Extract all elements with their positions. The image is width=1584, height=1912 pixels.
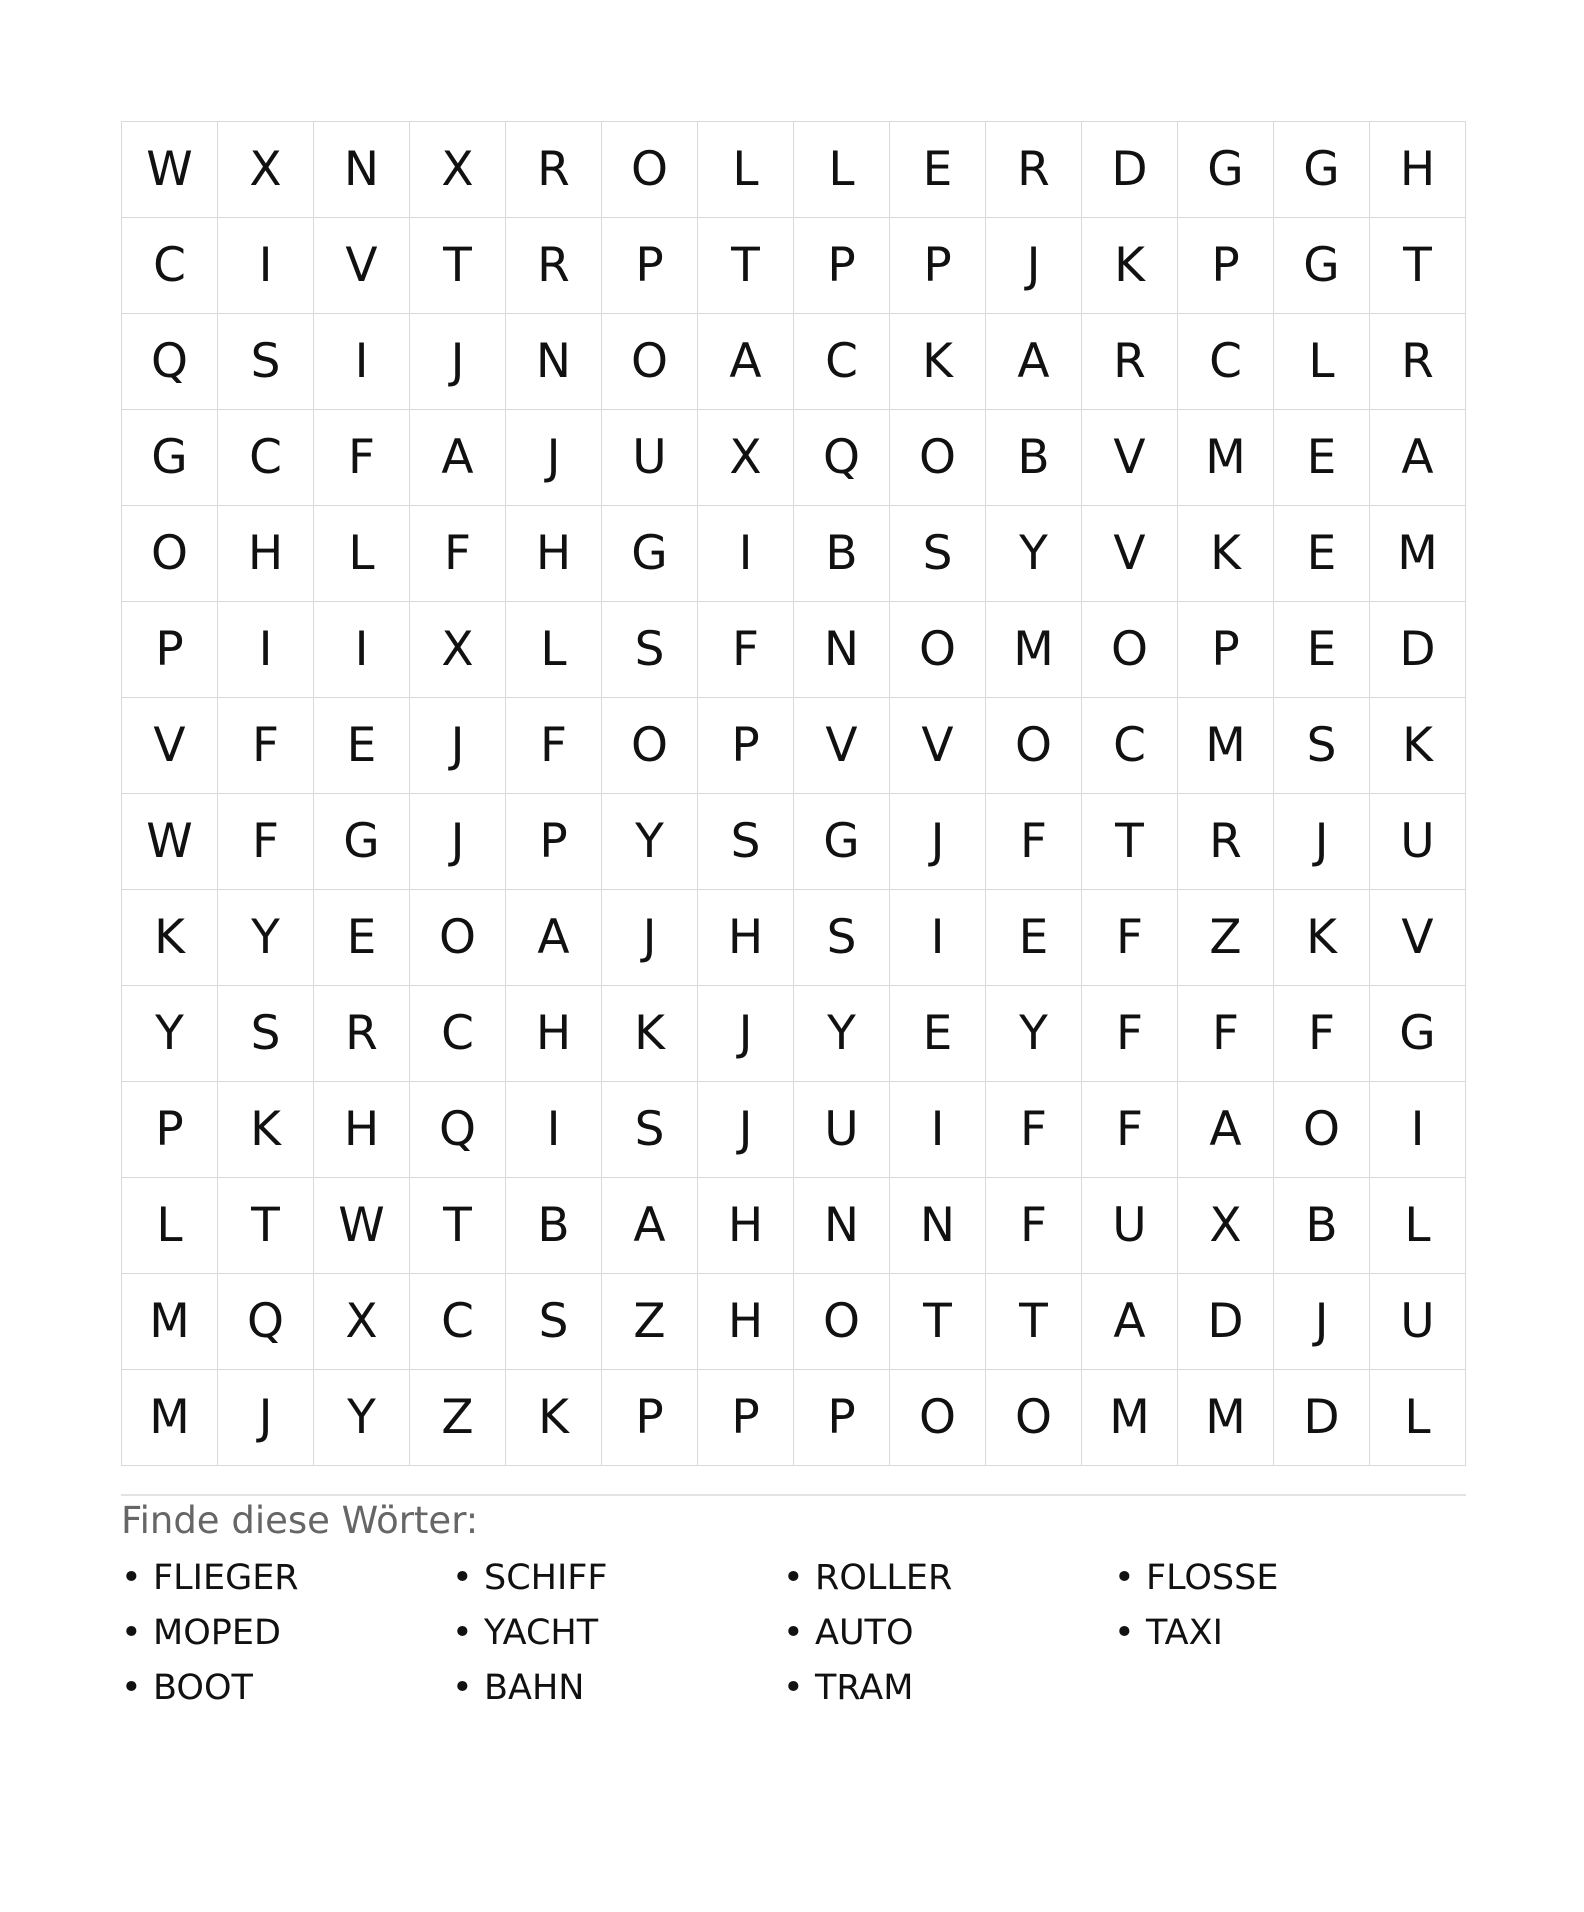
grid-cell[interactable]: U (602, 410, 698, 506)
grid-cell[interactable]: A (1082, 1274, 1178, 1370)
grid-cell[interactable]: M (1082, 1370, 1178, 1466)
grid-cell[interactable]: Q (410, 1082, 506, 1178)
grid-cell[interactable]: J (410, 314, 506, 410)
grid-cell[interactable]: D (1082, 122, 1178, 218)
grid-cell[interactable]: X (314, 1274, 410, 1370)
grid-cell[interactable]: G (602, 506, 698, 602)
word-label: SCHIFF (484, 1558, 608, 1598)
grid-cell[interactable]: C (794, 314, 890, 410)
grid-cell[interactable]: O (890, 602, 986, 698)
grid-cell[interactable]: Q (218, 1274, 314, 1370)
bullet-icon: • (121, 1668, 142, 1708)
grid-cell[interactable]: E (314, 698, 410, 794)
grid-cell[interactable]: S (890, 506, 986, 602)
grid-cell[interactable]: B (1274, 1178, 1370, 1274)
bullet-icon: • (121, 1558, 142, 1598)
bullet-icon: • (1114, 1558, 1135, 1598)
grid-cell[interactable]: Y (794, 986, 890, 1082)
grid-cell[interactable]: X (410, 122, 506, 218)
grid-cell[interactable]: N (314, 122, 410, 218)
grid-cell[interactable]: C (122, 218, 218, 314)
grid-cell[interactable]: P (1178, 218, 1274, 314)
grid-cell[interactable]: F (218, 698, 314, 794)
grid-cell[interactable]: U (794, 1082, 890, 1178)
grid-cell[interactable]: V (794, 698, 890, 794)
grid-cell[interactable]: J (506, 410, 602, 506)
grid-cell[interactable]: R (506, 122, 602, 218)
grid-cell[interactable]: F (1274, 986, 1370, 1082)
grid-cell[interactable]: O (986, 698, 1082, 794)
grid-cell[interactable]: P (794, 218, 890, 314)
word-label: FLOSSE (1146, 1558, 1279, 1598)
grid-cell[interactable]: F (698, 602, 794, 698)
grid-cell[interactable]: N (794, 602, 890, 698)
grid-cell[interactable]: E (1274, 410, 1370, 506)
grid-cell[interactable]: V (314, 218, 410, 314)
grid-cell[interactable]: Y (218, 890, 314, 986)
grid-cell[interactable]: S (218, 314, 314, 410)
grid-cell[interactable]: A (986, 314, 1082, 410)
grid-cell[interactable]: U (1082, 1178, 1178, 1274)
instructions-label: Finde diese Wörter: (121, 1499, 479, 1542)
grid-cell[interactable]: V (122, 698, 218, 794)
bullet-icon: • (121, 1613, 142, 1653)
grid-cell[interactable]: J (1274, 794, 1370, 890)
grid-cell[interactable]: E (986, 890, 1082, 986)
bullet-icon: • (452, 1613, 473, 1653)
grid-cell[interactable]: C (410, 986, 506, 1082)
grid-cell[interactable]: F (1082, 1082, 1178, 1178)
grid-cell[interactable]: T (698, 218, 794, 314)
grid-cell[interactable]: F (314, 410, 410, 506)
word-list-item (121, 1608, 281, 1658)
grid-cell[interactable]: H (506, 506, 602, 602)
grid-cell[interactable]: P (602, 218, 698, 314)
grid-cell[interactable]: B (794, 506, 890, 602)
grid-cell[interactable]: P (602, 1370, 698, 1466)
grid-cell[interactable]: I (1370, 1082, 1466, 1178)
grid-cell[interactable]: Y (986, 506, 1082, 602)
grid-cell[interactable]: Z (410, 1370, 506, 1466)
grid-cell[interactable]: T (410, 218, 506, 314)
grid-cell[interactable]: H (698, 890, 794, 986)
grid-cell[interactable]: O (122, 506, 218, 602)
grid-cell[interactable]: S (218, 986, 314, 1082)
grid-cell[interactable]: A (1178, 1082, 1274, 1178)
grid-cell[interactable]: R (986, 122, 1082, 218)
grid-cell[interactable]: L (1370, 1370, 1466, 1466)
word-label: BAHN (484, 1668, 585, 1708)
grid-cell[interactable]: A (410, 410, 506, 506)
grid-cell[interactable]: Y (602, 794, 698, 890)
grid-cell[interactable]: F (986, 1178, 1082, 1274)
grid-cell[interactable]: A (602, 1178, 698, 1274)
grid-cell[interactable]: C (1082, 698, 1178, 794)
grid-cell[interactable]: P (506, 794, 602, 890)
grid-cell[interactable]: F (1082, 986, 1178, 1082)
grid-cell[interactable]: X (410, 602, 506, 698)
word-label: TAXI (1146, 1613, 1223, 1653)
grid-cell[interactable]: V (1082, 506, 1178, 602)
bullet-icon: • (783, 1558, 804, 1598)
grid-cell[interactable]: D (1178, 1274, 1274, 1370)
word-list-item (452, 1608, 598, 1658)
grid-cell[interactable]: H (698, 1178, 794, 1274)
grid-cell[interactable]: R (1178, 794, 1274, 890)
grid-cell[interactable]: P (122, 602, 218, 698)
grid-cell[interactable]: P (890, 218, 986, 314)
word-label: BOOT (153, 1668, 253, 1708)
word-list-item (452, 1553, 608, 1603)
grid-cell[interactable]: M (986, 602, 1082, 698)
word-label: TRAM (815, 1668, 914, 1708)
grid-cell[interactable]: Z (1178, 890, 1274, 986)
grid-cell[interactable]: R (1370, 314, 1466, 410)
grid-cell[interactable]: T (986, 1274, 1082, 1370)
grid-cell[interactable]: S (794, 890, 890, 986)
grid-cell[interactable]: S (698, 794, 794, 890)
grid-cell[interactable]: J (410, 794, 506, 890)
grid-cell[interactable]: L (314, 506, 410, 602)
grid-cell[interactable]: A (506, 890, 602, 986)
word-label: YACHT (484, 1613, 599, 1653)
grid-cell[interactable]: J (602, 890, 698, 986)
grid-cell[interactable]: D (1370, 602, 1466, 698)
grid-cell[interactable]: U (1370, 1274, 1466, 1370)
word-label: ROLLER (815, 1558, 953, 1598)
grid-cell[interactable]: O (410, 890, 506, 986)
grid-cell[interactable]: X (1178, 1178, 1274, 1274)
grid-cell[interactable]: K (122, 890, 218, 986)
grid-cell[interactable]: L (1370, 1178, 1466, 1274)
word-list-item (783, 1553, 952, 1603)
word-list-item (783, 1608, 914, 1658)
grid-cell[interactable]: E (890, 986, 986, 1082)
grid-cell[interactable]: J (1274, 1274, 1370, 1370)
grid-cell[interactable]: K (1082, 218, 1178, 314)
grid-cell[interactable]: P (794, 1370, 890, 1466)
grid-cell[interactable]: F (506, 698, 602, 794)
grid-cell[interactable]: K (890, 314, 986, 410)
grid-cell[interactable]: S (602, 602, 698, 698)
grid-cell[interactable]: G (1178, 122, 1274, 218)
word-label: FLIEGER (153, 1558, 299, 1598)
grid-cell[interactable]: P (698, 1370, 794, 1466)
grid-cell[interactable]: S (506, 1274, 602, 1370)
grid-cell[interactable]: V (1082, 410, 1178, 506)
grid-cell[interactable]: W (122, 122, 218, 218)
grid-cell[interactable]: M (1370, 506, 1466, 602)
grid-cell[interactable]: O (890, 410, 986, 506)
grid-cell[interactable]: Y (314, 1370, 410, 1466)
grid-cell[interactable]: F (1178, 986, 1274, 1082)
grid-cell[interactable]: G (1274, 122, 1370, 218)
word-list (121, 1553, 1466, 1733)
grid-cell[interactable]: G (794, 794, 890, 890)
grid-cell[interactable]: C (218, 410, 314, 506)
grid-cell[interactable]: A (1370, 410, 1466, 506)
grid-cell[interactable]: M (122, 1370, 218, 1466)
grid-cell[interactable]: O (602, 314, 698, 410)
grid-cell[interactable]: I (698, 506, 794, 602)
grid-cell[interactable]: K (1274, 890, 1370, 986)
grid-cell[interactable]: G (1274, 218, 1370, 314)
grid-cell[interactable]: R (314, 986, 410, 1082)
grid-cell[interactable]: R (506, 218, 602, 314)
grid-cell[interactable]: Y (986, 986, 1082, 1082)
grid-cell[interactable]: O (602, 122, 698, 218)
word-label: AUTO (815, 1613, 914, 1653)
grid-cell[interactable]: S (1274, 698, 1370, 794)
word-label: MOPED (153, 1613, 281, 1653)
bullet-icon: • (452, 1668, 473, 1708)
grid-cell[interactable]: K (602, 986, 698, 1082)
grid-cell[interactable]: I (890, 1082, 986, 1178)
grid-cell[interactable]: E (1274, 506, 1370, 602)
grid-cell[interactable]: H (506, 986, 602, 1082)
bullet-icon: • (452, 1558, 473, 1598)
grid-cell[interactable]: J (698, 1082, 794, 1178)
grid-cell[interactable]: P (698, 698, 794, 794)
grid-cell[interactable]: S (602, 1082, 698, 1178)
grid-cell[interactable]: F (410, 506, 506, 602)
grid-cell[interactable]: T (1370, 218, 1466, 314)
grid-cell[interactable]: I (314, 602, 410, 698)
word-list-item (1114, 1553, 1278, 1603)
grid-cell[interactable]: I (314, 314, 410, 410)
grid-cell[interactable]: N (506, 314, 602, 410)
grid-cell[interactable]: T (218, 1178, 314, 1274)
grid-cell[interactable]: J (410, 698, 506, 794)
grid-cell[interactable]: C (1178, 314, 1274, 410)
grid-cell[interactable]: K (218, 1082, 314, 1178)
grid-cell[interactable]: B (506, 1178, 602, 1274)
grid-cell[interactable]: L (794, 122, 890, 218)
grid-cell[interactable]: V (1370, 890, 1466, 986)
grid-cell[interactable]: Y (122, 986, 218, 1082)
grid-cell[interactable]: P (122, 1082, 218, 1178)
grid-cell[interactable]: L (122, 1178, 218, 1274)
grid-cell[interactable]: N (890, 1178, 986, 1274)
grid-cell[interactable]: T (890, 1274, 986, 1370)
grid-cell[interactable]: E (890, 122, 986, 218)
grid-cell[interactable]: T (410, 1178, 506, 1274)
grid-cell[interactable]: O (794, 1274, 890, 1370)
grid-cell[interactable]: K (1370, 698, 1466, 794)
grid-cell[interactable]: H (314, 1082, 410, 1178)
grid-cell[interactable]: J (698, 986, 794, 1082)
grid-cell[interactable]: M (1178, 410, 1274, 506)
grid-cell[interactable]: O (890, 1370, 986, 1466)
grid-cell[interactable]: O (1082, 602, 1178, 698)
grid-cell[interactable]: G (1370, 986, 1466, 1082)
word-list-item (121, 1663, 253, 1713)
grid-cell[interactable]: F (986, 1082, 1082, 1178)
grid-cell[interactable]: C (410, 1274, 506, 1370)
grid-cell[interactable]: R (1082, 314, 1178, 410)
grid-cell[interactable]: N (794, 1178, 890, 1274)
bullet-icon: • (783, 1668, 804, 1708)
grid-cell[interactable]: I (890, 890, 986, 986)
grid-cell[interactable]: U (1370, 794, 1466, 890)
grid-cell[interactable]: I (218, 602, 314, 698)
word-list-item (121, 1553, 299, 1603)
grid-cell[interactable]: L (506, 602, 602, 698)
grid-cell[interactable]: K (1178, 506, 1274, 602)
word-list-item (783, 1663, 913, 1713)
grid-cell[interactable]: X (218, 122, 314, 218)
grid-cell[interactable]: K (506, 1370, 602, 1466)
grid-cell[interactable]: E (314, 890, 410, 986)
grid-cell[interactable]: Q (794, 410, 890, 506)
grid-cell[interactable]: W (314, 1178, 410, 1274)
grid-cell[interactable]: I (218, 218, 314, 314)
grid-cell[interactable]: O (602, 698, 698, 794)
grid-cell[interactable]: V (890, 698, 986, 794)
letter-grid (121, 121, 1466, 1466)
grid-cell[interactable]: F (986, 794, 1082, 890)
grid-cell[interactable]: F (1082, 890, 1178, 986)
grid-cell[interactable]: M (122, 1274, 218, 1370)
grid-cell[interactable]: P (1178, 602, 1274, 698)
grid-cell[interactable]: D (1274, 1370, 1370, 1466)
grid-cell[interactable]: A (698, 314, 794, 410)
grid-cell[interactable]: O (1274, 1082, 1370, 1178)
grid-cell[interactable]: I (506, 1082, 602, 1178)
grid-cell[interactable]: L (1274, 314, 1370, 410)
grid-cell[interactable]: L (698, 122, 794, 218)
grid-cell[interactable]: H (1370, 122, 1466, 218)
grid-cell[interactable]: M (1178, 698, 1274, 794)
grid-cell[interactable]: H (698, 1274, 794, 1370)
grid-cell[interactable]: G (314, 794, 410, 890)
word-list-item (452, 1663, 584, 1713)
grid-cell[interactable]: E (1274, 602, 1370, 698)
grid-cell[interactable]: J (986, 218, 1082, 314)
grid-cell[interactable]: G (122, 410, 218, 506)
grid-cell[interactable]: Z (602, 1274, 698, 1370)
grid-cell[interactable]: W (122, 794, 218, 890)
bullet-icon: • (1114, 1613, 1135, 1653)
grid-cell[interactable]: F (218, 794, 314, 890)
word-list-item (1114, 1608, 1223, 1658)
grid-cell[interactable]: J (218, 1370, 314, 1466)
bullet-icon: • (783, 1613, 804, 1653)
grid-cell[interactable]: O (986, 1370, 1082, 1466)
grid-cell[interactable]: J (890, 794, 986, 890)
grid-cell[interactable]: X (698, 410, 794, 506)
grid-cell[interactable]: H (218, 506, 314, 602)
grid-cell[interactable]: M (1178, 1370, 1274, 1466)
grid-cell[interactable]: T (1082, 794, 1178, 890)
grid-cell[interactable]: B (986, 410, 1082, 506)
grid-cell[interactable]: Q (122, 314, 218, 410)
